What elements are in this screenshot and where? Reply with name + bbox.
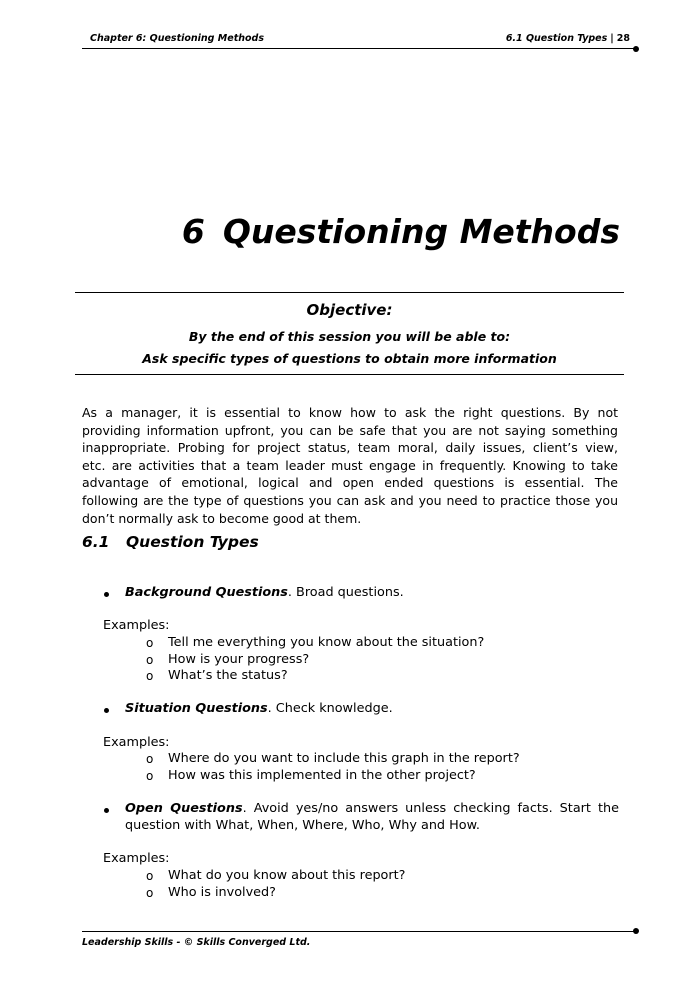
sub-bullet-icon: o: [146, 653, 154, 667]
header-section: 6.1 Question Types: [505, 33, 608, 44]
intro-paragraph: [82, 404, 618, 527]
question-type-term: Background Questions: [125, 585, 288, 600]
objective-heading: Objective:: [306, 301, 393, 319]
section-title: Question Types: [126, 533, 259, 551]
sub-bullet-icon: o: [146, 869, 154, 883]
objective-line-1: By the end of this session you will be able to:: [188, 329, 511, 344]
question-type-description: . Broad questions.: [287, 585, 404, 600]
example-item: How was this implemented in the other project?: [168, 768, 476, 783]
header-right: [506, 33, 630, 44]
page-header: [82, 30, 638, 49]
bullet-icon: [104, 808, 109, 813]
example-item: Where do you want to include this graph in the report?: [168, 751, 520, 766]
intro-line: don’t normally ask to become good at them.: [82, 510, 362, 526]
bullet-icon: [104, 592, 109, 597]
header-chapter: Chapter 6: Questioning Methods: [90, 33, 264, 44]
sub-bullet-icon: o: [146, 769, 154, 783]
objective-box: [75, 292, 624, 375]
objective-line-2: Ask specific types of questions to obtain more information: [142, 351, 557, 366]
intro-line: As a manager, it is essential to know how to ask the right questions. By not: [82, 405, 618, 420]
example-item: Tell me everything you know about the situation?: [168, 635, 485, 650]
examples-label: Examples:: [103, 618, 170, 633]
page-footer: [82, 931, 638, 948]
chapter-number: 6: [181, 212, 205, 251]
examples-label: Examples:: [103, 735, 170, 750]
bullet-icon: [104, 708, 109, 713]
question-type-description: . Check knowledge.: [267, 701, 393, 716]
question-type-item: [125, 701, 393, 716]
page-number: 28: [616, 33, 630, 44]
example-item: What do you know about this report?: [168, 868, 406, 883]
sub-bullet-icon: o: [146, 669, 154, 683]
question-type-item: [125, 585, 404, 600]
intro-line: following are the type of questions you can ask and you need to practice those you: [82, 492, 618, 508]
chapter-title: [182, 212, 620, 251]
intro-line: etc. are activities that a team leader must engage in frequently. Knowing to take: [82, 457, 618, 473]
sub-bullet-icon: o: [146, 752, 154, 766]
chapter-title-text: Questioning Methods: [222, 212, 620, 251]
example-item: What’s the status?: [168, 668, 288, 683]
header-separator: |: [610, 33, 614, 44]
question-type-description: . Avoid yes/no answers unless checking facts. Start the: [242, 801, 619, 816]
example-item: Who is involved?: [168, 885, 276, 900]
question-type-description-cont: question with What, When, Where, Who, Why and How.: [125, 818, 480, 833]
sub-bullet-icon: o: [146, 886, 154, 900]
intro-line: providing information upfront, you can be safe that you are not saying something: [82, 422, 618, 438]
question-type-term: Situation Questions: [125, 701, 268, 716]
intro-line: inappropriate. Probing for project status, team moral, daily issues, client’s view,: [82, 440, 618, 456]
question-type-item: [125, 801, 619, 816]
intro-line: advantage of emotional, logical and open ended questions is essential. The: [82, 475, 618, 491]
section-number: 6.1: [82, 533, 110, 551]
header-rule-end-dot: [633, 46, 639, 52]
footer-rule-end-dot: [633, 928, 639, 934]
footer-text: Leadership Skills - © Skills Converged Ltd.: [82, 937, 311, 948]
example-item: How is your progress?: [168, 652, 310, 667]
question-type-term: Open Questions: [125, 801, 243, 816]
examples-label: Examples:: [103, 851, 170, 866]
sub-bullet-icon: o: [146, 636, 154, 650]
section-heading: [82, 533, 259, 551]
